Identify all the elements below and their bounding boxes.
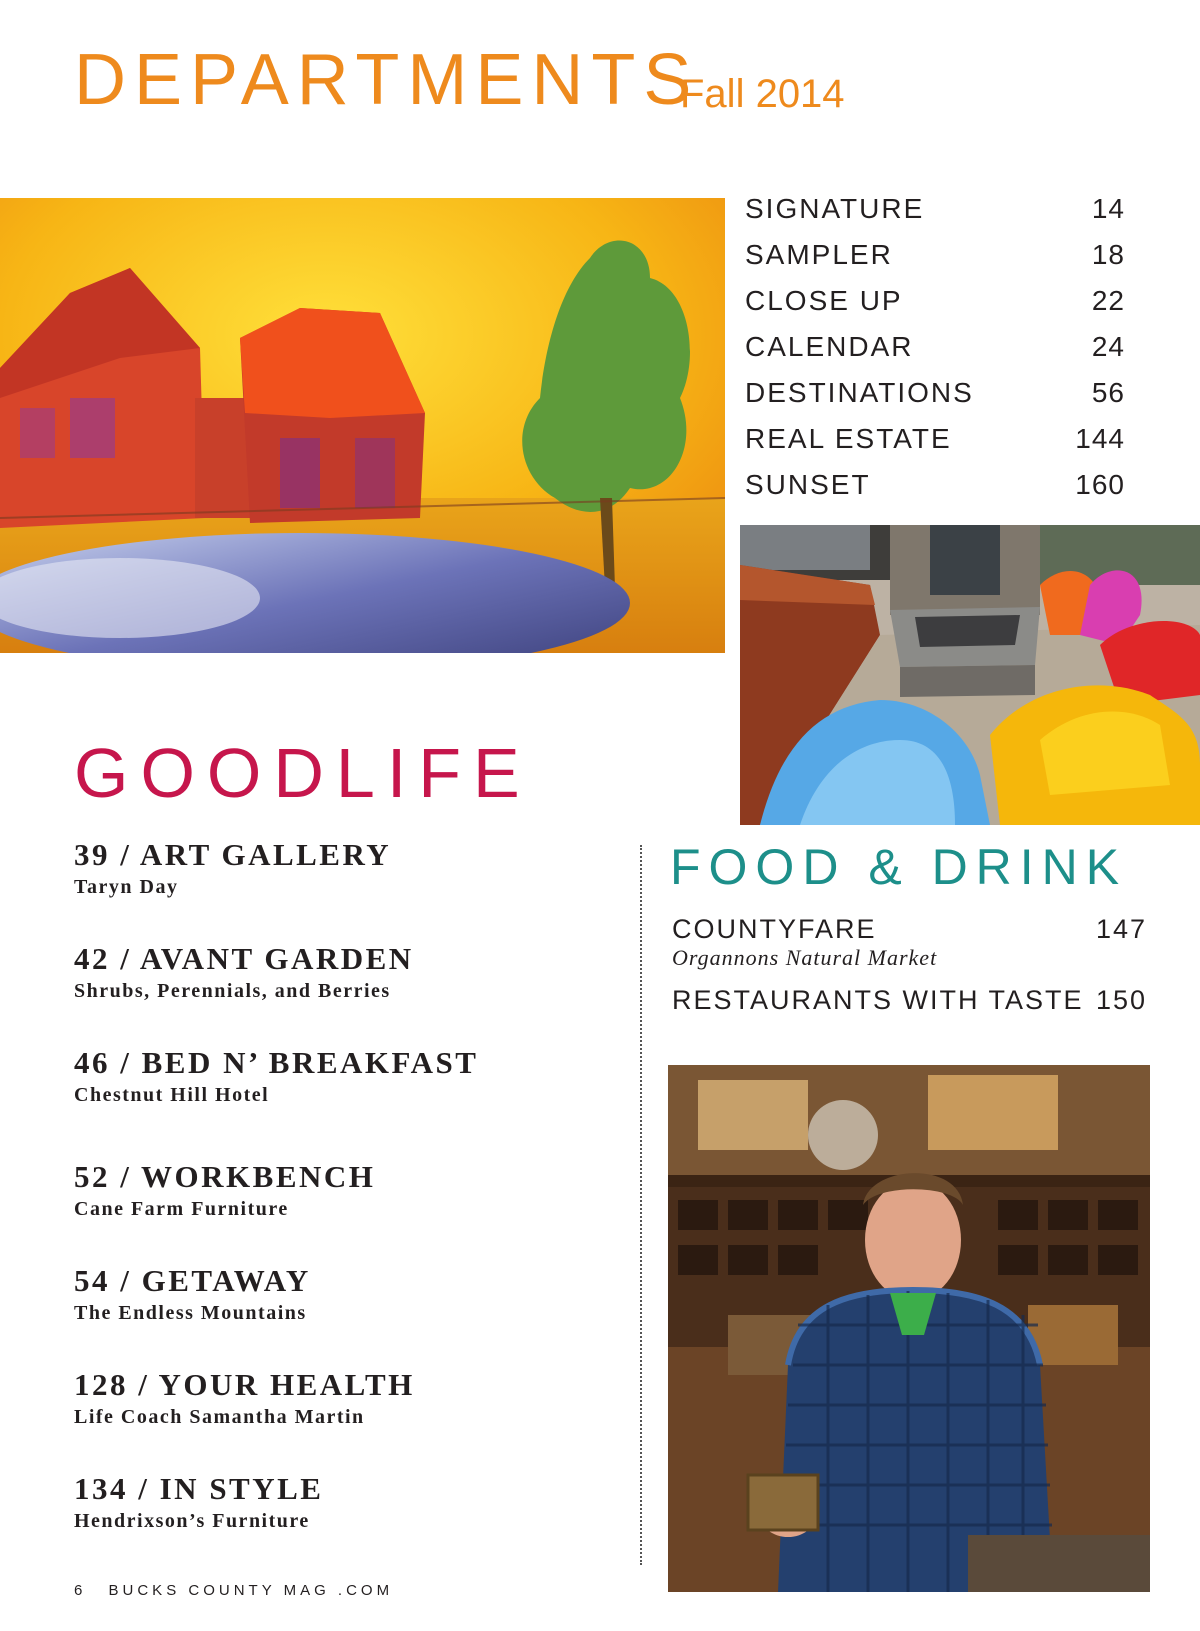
- department-entry[interactable]: [745, 370, 1125, 416]
- department-page-number: 56: [1091, 377, 1125, 408]
- food-drink-page-number: 150: [1095, 985, 1147, 1015]
- department-page-number: 24: [1091, 331, 1125, 362]
- goodlife-entry-heading: 134 / IN STYLE: [74, 1471, 324, 1506]
- department-entry[interactable]: [745, 462, 1125, 508]
- column-divider: [640, 845, 642, 1565]
- goodlife-entry-subtitle: Cane Farm Furniture: [74, 1198, 289, 1221]
- goodlife-entry-subtitle: Shrubs, Perennials, and Berries: [74, 980, 391, 1003]
- goodlife-entry-heading: 39 / ART GALLERY: [74, 837, 392, 872]
- goodlife-entry[interactable]: [74, 1472, 323, 1533]
- food-drink-list: [672, 914, 1147, 1016]
- goodlife-entry-heading: 52 / WORKBENCH: [74, 1159, 376, 1194]
- department-label: REAL ESTATE: [745, 423, 952, 454]
- page-footer: [74, 1582, 393, 1599]
- department-label: CALENDAR: [745, 331, 914, 362]
- goodlife-entry[interactable]: [74, 838, 391, 899]
- barn-painting-image: [0, 198, 725, 653]
- departments-list: [745, 186, 1125, 508]
- goodlife-entry-heading: 46 / BED N’ BREAKFAST: [74, 1045, 479, 1080]
- department-entry[interactable]: [745, 416, 1125, 462]
- department-page-number: 160: [1075, 469, 1125, 500]
- goodlife-entry-subtitle: Hendrixson’s Furniture: [74, 1510, 310, 1533]
- goodlife-entry[interactable]: [74, 1368, 415, 1429]
- department-page-number: 22: [1091, 285, 1125, 316]
- department-label: DESTINATIONS: [745, 377, 974, 408]
- food-drink-entry[interactable]: [672, 985, 1147, 1016]
- goodlife-entry-subtitle: The Endless Mountains: [74, 1302, 307, 1325]
- website-url[interactable]: BUCKS COUNTY MAG .COM: [108, 1582, 394, 1599]
- goodlife-entry-subtitle: Chestnut Hill Hotel: [74, 1084, 270, 1107]
- department-label: SIGNATURE: [745, 193, 925, 224]
- department-entry[interactable]: [745, 232, 1125, 278]
- food-drink-page-number: 147: [1095, 914, 1147, 944]
- page-number: 6: [74, 1582, 87, 1599]
- department-page-number: 144: [1075, 423, 1125, 454]
- issue-date: Fall 2014: [680, 72, 845, 116]
- department-page-number: 18: [1091, 239, 1125, 270]
- patio-fire-pit-photo: [740, 525, 1200, 825]
- goodlife-entry-heading: 54 / GETAWAY: [74, 1263, 311, 1298]
- food-drink-entry[interactable]: [672, 914, 1147, 971]
- department-label: SAMPLER: [745, 239, 893, 270]
- goodlife-entry[interactable]: [74, 942, 414, 1003]
- department-label: CLOSE UP: [745, 285, 903, 316]
- goodlife-section-title: GOODLIFE: [74, 734, 532, 812]
- goodlife-entry[interactable]: [74, 1046, 478, 1107]
- food-drink-section-title: FOOD & DRINK: [670, 839, 1128, 895]
- craftsman-workshop-photo: [668, 1065, 1150, 1592]
- goodlife-entry[interactable]: [74, 1264, 311, 1325]
- goodlife-entry-subtitle: Taryn Day: [74, 876, 179, 899]
- page-title: DEPARTMENTS: [74, 40, 700, 120]
- food-drink-label: COUNTYFARE: [672, 914, 877, 944]
- goodlife-entry[interactable]: [74, 1160, 375, 1221]
- department-label: SUNSET: [745, 469, 871, 500]
- goodlife-entry-subtitle: Life Coach Samantha Martin: [74, 1406, 365, 1429]
- department-page-number: 14: [1091, 193, 1125, 224]
- goodlife-entry-heading: 128 / YOUR HEALTH: [74, 1367, 415, 1402]
- goodlife-entry-heading: 42 / AVANT GARDEN: [74, 941, 414, 976]
- department-entry[interactable]: [745, 324, 1125, 370]
- department-entry[interactable]: [745, 278, 1125, 324]
- food-drink-subtitle: Organnons Natural Market: [672, 945, 938, 970]
- food-drink-label: RESTAURANTS WITH TASTE: [672, 985, 1084, 1015]
- department-entry[interactable]: [745, 186, 1125, 232]
